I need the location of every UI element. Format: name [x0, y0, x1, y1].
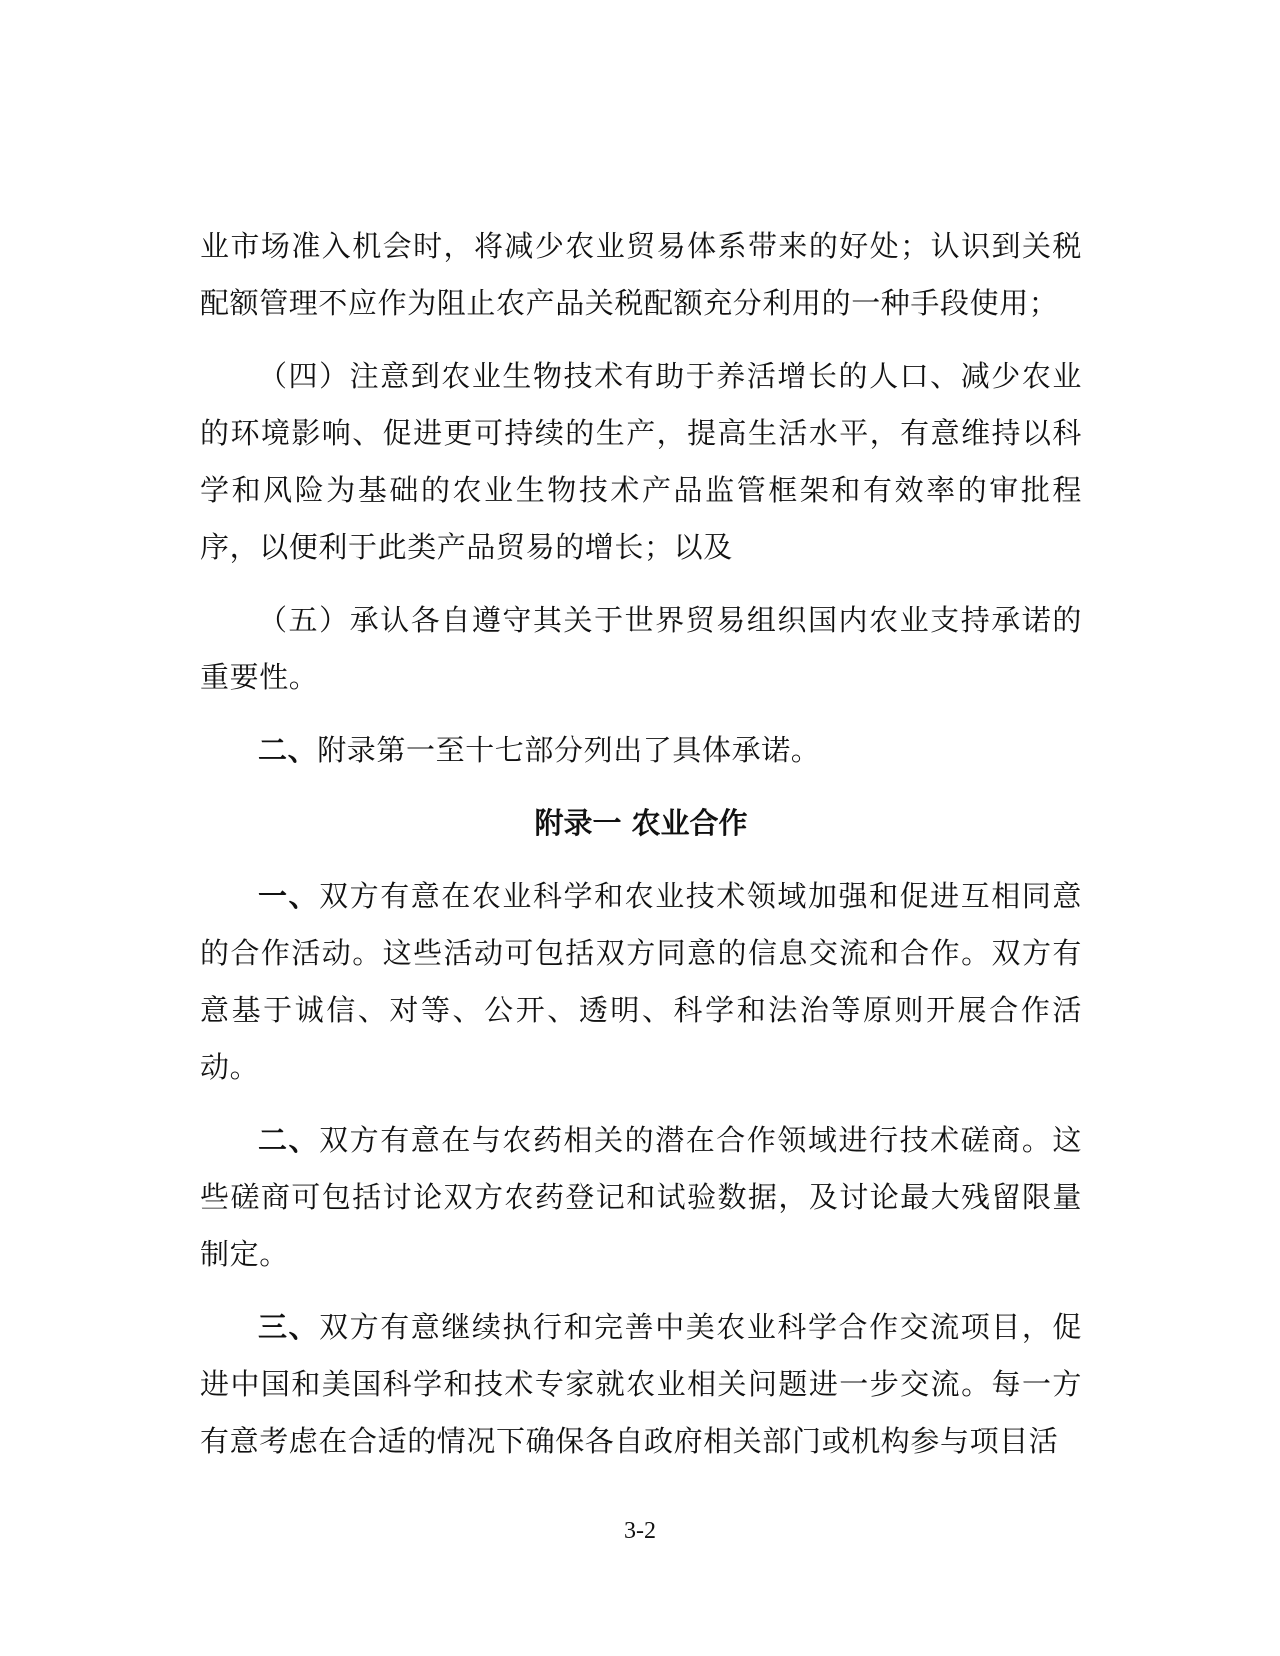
section-number: 一、 [258, 879, 320, 913]
page-number: 3-2 [624, 1518, 656, 1544]
appendix-paragraph-2 [200, 1112, 1082, 1283]
section-number: 二、 [258, 1123, 320, 1157]
paragraph-text: 附录第一至十七部分列出了具体承诺。 [317, 733, 821, 767]
appendix-heading: 附录一 农业合作 [534, 806, 748, 840]
paragraph-text: （五）承认各自遵守其关于世界贸易组织国内农业支持承诺的重要性。 [200, 603, 1082, 694]
section-number: 三、 [258, 1310, 320, 1344]
paragraph-continued [200, 218, 1082, 332]
paragraph-section-2 [200, 722, 1082, 779]
appendix-paragraph-3 [200, 1299, 1082, 1470]
section-number: 二、 [258, 733, 318, 767]
document-body [200, 218, 1082, 1470]
paragraph-item-4 [200, 348, 1082, 576]
paragraph-text: 双方有意继续执行和完善中美农业科学合作交流项目，促进中国和美国科学和技术专家就农业相关问题进一步交流。每一方有意考虑在合适的情况下确保各自政府相关部门或机构参与项目活 [200, 1310, 1082, 1458]
paragraph-text: （四）注意到农业生物技术有助于养活增长的人口、减少农业的环境影响、促进更可持续的生产，提高生活水平，有意维持以科学和风险为基础的农业生物技术产品监管框架和有效率的审批程序，以便利于此类产品贸易的增长；以及 [200, 359, 1082, 564]
paragraph-item-5 [200, 592, 1082, 706]
appendix-paragraph-1 [200, 868, 1082, 1096]
paragraph-text: 业市场准入机会时，将减少农业贸易体系带来的好处；认识到关税配额管理不应作为阻止农产品关税配额充分利用的一种手段使用； [200, 229, 1082, 320]
paragraph-text: 双方有意在农业科学和农业技术领域加强和促进互相同意的合作活动。这些活动可包括双方同意的信息交流和合作。双方有意基于诚信、对等、公开、透明、科学和法治等原则开展合作活动。 [200, 879, 1082, 1084]
paragraph-text: 双方有意在与农药相关的潜在合作领域进行技术磋商。这些磋商可包括讨论双方农药登记和试验数据，及讨论最大残留限量制定。 [200, 1123, 1082, 1271]
